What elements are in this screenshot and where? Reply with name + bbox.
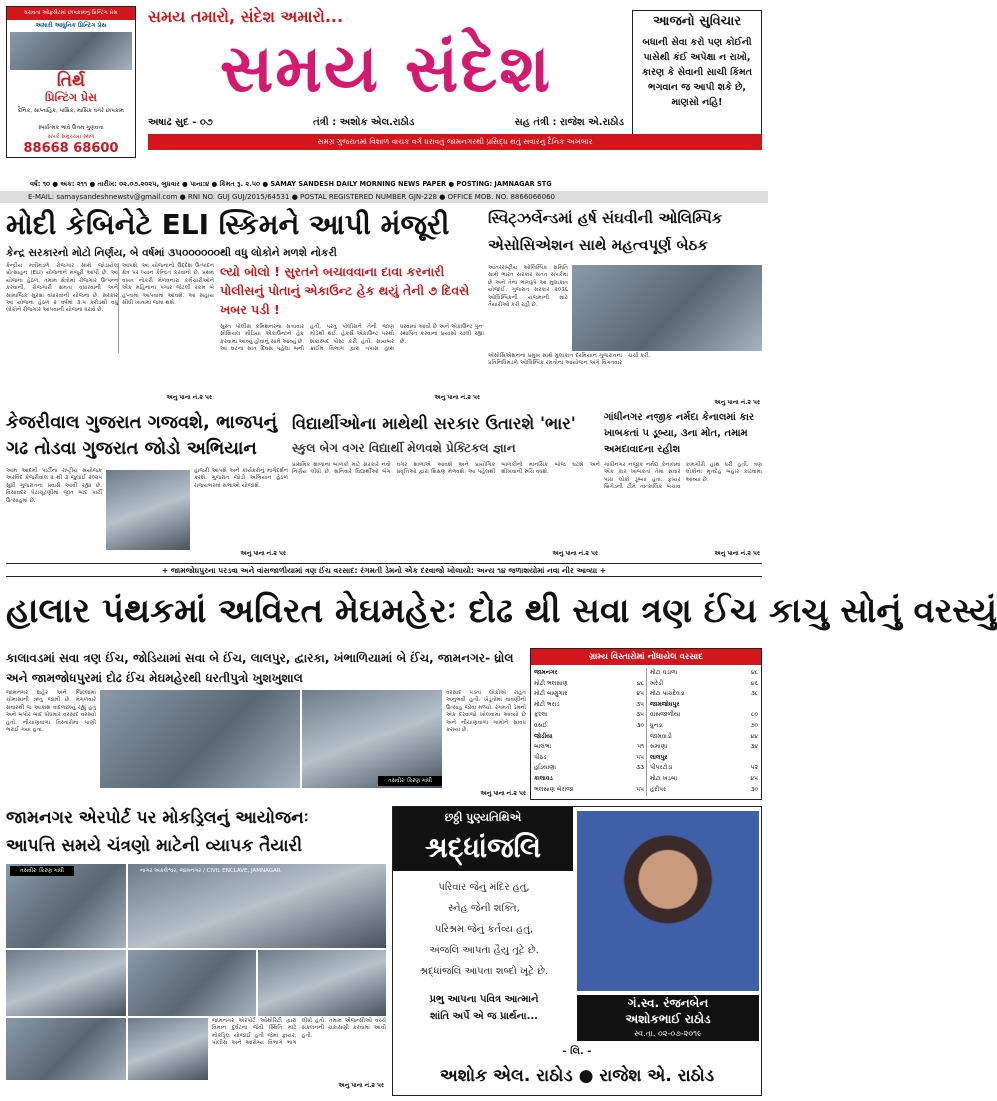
tribute-sign-label: - લિ. -	[562, 1046, 592, 1057]
students-headline: વિદ્યાર્થીઓના માથેથી સરકાર ઉતારશે 'ભાર'	[292, 414, 576, 433]
swiss-story	[488, 205, 762, 410]
ad-phone: 88668 68600	[23, 141, 119, 156]
table-row: પીપરટોડા ૫૨	[650, 764, 758, 772]
kejri-body: આમ આદમી પાર્ટીના રાષ્ટ્રીય સંયોજક અરવિંદ કેજરીવાલ ૨ થી ૩ જુલાઈ ૨૦૨૫ સુધી ગુજરાતના પ્રવાસે આવી રહ્યા છે. વિસાવદર પેટાચૂંટણીમાં જીત બાદ પાર્ટી ઉત્સાહમાં છે.	[6, 468, 102, 504]
office-mobile: ● OFFICE MOB. NO. 8866066060	[439, 193, 555, 201]
mockdrill-photo-4	[128, 950, 256, 1016]
tribute-box	[392, 806, 762, 1096]
tribute-name2: અશોકભાઈ રાઠોડ	[625, 1012, 711, 1026]
ad-contact-label: સંપર્ક સમુચ્ચય સ્થળ	[47, 134, 95, 140]
eli-body2: આપશે. આ યોજનાનો ઉદ્દેશ ઉત્પાદન ક્ષેત્ર પર ધ્યાન કેન્દ્રિત કરવાનો છે. પ્રથમ વખત નોકરી મેળવનારા કર્મચારીઓને એક મહિનાના પગાર જેટલી રકમ બે હપ્તામાં આપવામાં આવશે. આ સહાય સીધી ખાતામાં જમા થશે.	[122, 263, 214, 307]
table-row: ભલસાણ બેરાજા ૫૫	[534, 785, 644, 793]
mockdrill-headline-1: જામનગર એરપોર્ટ પર મોકડ્રિલનું આયોજનઃ	[6, 808, 309, 828]
table-row: હરીપર ૩૦	[650, 785, 758, 793]
tagline-bar: સમગ્ર ગુજરાતમાં વિશાળ વાચક વર્ગ ધરાવતું જામનગરથી પ્રસિદ્ધ થતું સવારનું દૈનિક અખબાર	[148, 134, 762, 150]
mockdrill-photo-5	[258, 950, 386, 1016]
table-row: મોટી ભરાડ ૩૫	[534, 700, 644, 708]
ad-name2: પ્રિન્ટિંગ પ્રેસ	[45, 91, 97, 104]
kejri-story	[6, 410, 288, 560]
newspaper-title: સમય સંદેશ	[219, 30, 553, 107]
mockdrill-photo-6	[6, 1018, 126, 1080]
mockdrill-photo-2	[128, 864, 386, 948]
surat-body: સુરત પોલીસ કમિશનરના સત્તાવાર સોશિયલ મીડિયા એકાઉન્ટને હેક કરવામાં આવ્યું હોવાનું સામે આવ્યું છે. આ ઘટના સાત દિવસ પહેલા બની હતી, પરંતુ પોલીસને તેની જાણ મોડેથી થઈ. હેકર્સે એકાઉન્ટ પરથી શંકાસ્પદ પોસ્ટ કરી હતી. સાયબર ક્રાઈમ વિભાગ દ્વારા તપાસ હાથ ધરવામાં આવી છે અને એકાઉન્ટ પુનઃ સ્થાપિત કરવાના પ્રયાસો ચાલી રહ્યા છે.	[220, 324, 484, 353]
eli-continued: અનુ પાના નં.૨ પર	[166, 394, 212, 401]
table-row: સમાણા ૩૪	[650, 743, 758, 751]
surat-story	[220, 262, 484, 405]
slogan: સમય તમારો, સંદેશ અમારો...	[148, 7, 344, 26]
table-row: ફલ્લા ૩૫	[534, 711, 644, 719]
poem-line: અંજલિ આપતા હૈયુ તૂટે છે.	[429, 945, 539, 956]
mockdrill-sign: નાગર અંકલેશ્વર, જામનગર / CIVIL ENCLAVE, JAMNAGAR	[140, 868, 281, 874]
students-body: પ્રાથમિક શાળાના બાળકો માટે સરકારે નવો નિર્ણય લીધો છે. શનિવારે વિદ્યાર્થીઓ બેગ વગર શાળાએ આવશે અને પ્રાયોગિક પ્રવૃત્તિઓ દ્વારા શિક્ષણ મેળવશે. આ પહેલથી બાળકોનો માનસિક બોજ ઘટશે અને શીખવાની રુચિ વધશે.	[292, 462, 600, 476]
rain-table-col2	[650, 668, 758, 798]
table-row: મોટી ભલસાણ ૪૮	[534, 679, 644, 687]
students-continued: અનુ પાના નં.૨ પર	[552, 550, 598, 557]
rain-body: જામનગર શહેર અને જિલ્લામાં ચોમાસાની ઋતુ જામી છે. મંગળવારે સવારથી જ આકાશ વાદળછાયું રહ્યું હતું અને બપોર બાદ ધોધમાર વરસાદ વરસ્યો હતો. નીચાણવાળા વિસ્તારોમાં પાણી ભરાઈ ગયા હતા.	[6, 690, 96, 734]
tribute-portrait	[577, 811, 759, 991]
students-subhead: સ્કુલ બેગ વગર વિદ્યાર્થી મેળવશે પ્રેક્ટિકલ જ્ઞાન	[292, 441, 516, 455]
canal-continued: અનુ પાના નં.૨ પર	[714, 550, 760, 557]
table-row: વાંસજાળીયા ૮૦	[650, 711, 758, 719]
poem-line: સ્નેહ જેની શક્તિ,	[448, 903, 520, 914]
rain-headline: હાલાર પંથકમાં અવિરત મેઘમહેરઃ દોઢ થી સવા ત્રણ ઈંચ કાચુ સોનું વરસ્યું	[6, 591, 997, 631]
paper-info: ● SAMAY SANDESH DAILY MORNING NEWS PAPER ● POSTING: JAMNAGAR STG	[262, 180, 552, 188]
table-row: જામવાડી ૪૪	[650, 732, 758, 740]
eli-subhead: કેન્દ્ર સરકારનો મોટો નિર્ણય, બે વર્ષમાં ૩૫૦૦૦૦૦૦થી વધુ લોકોને મળશે નોકરી	[6, 247, 337, 259]
surat-continued: અનુ પાના નં.૨ પર	[434, 394, 480, 401]
rain-table-col1	[534, 668, 644, 798]
poem-line: પરિવાર જેનું મંદિર હતું,	[438, 882, 530, 893]
rain-body2: વરસાદ પડતાં લોકોએ રાહત અનુભવી હતી. ખેડૂતોમાં વાવણીનો ઉત્સાહ જોવા મળ્યો. રંગમતી ડેમનો એક દરવાજો ખોલવામાં આવ્યો છે અને નીચાણવાળા ગામોને સાવધ કરાયા છે.	[446, 690, 526, 734]
swiss-body: આંતરરાષ્ટ્રીય ઓલિમ્પિક સમિતિ સાથે ભારત સરકાર સતત સંપર્કમાં છે અને તેના ભાગરૂપે આ મુલાકાત યોજાઈ. ગુજરાત સરકાર ૨૦૩૬ ઓલિમ્પિકની યજમાની માટે તૈયારીઓ કરી રહી છે.	[488, 265, 568, 309]
canal-body: ગાંધીનગર નજીક નર્મદા કેનાલમાં એક કાર ખાબકતાં તેમાં સવાર પાંચ લોકો ડૂબ્યા હતા. ફાયર બ્રિગેડની ટીમે તાત્કાલિક બચાવ કામગીરી હાથ ધરી હતી. ત્રણ લોકોના મૃતદેહ બહાર કાઢવામાં આવ્યા છે.	[604, 462, 762, 491]
table-row: લાલપુર	[650, 753, 668, 761]
kejri-continued: અનુ પાના નં.૨ પર	[240, 550, 286, 557]
quote-title: આજનો સુવિચાર	[652, 14, 742, 29]
table-row: જામજોધપુર	[650, 700, 680, 708]
table-row: વસઈ ૩૦	[534, 721, 644, 729]
mockdrill-photo-3	[6, 950, 126, 1016]
mockdrill-headline-2: આપત્તિ સમયે ચંત્રણો માટેની વ્યાપક તૈયારી	[6, 836, 303, 856]
table-row: જોડીયા	[534, 732, 553, 740]
rain-table-divider	[646, 668, 647, 796]
ad-top-line: ધરાવતા ઓફસેટમાં છાપકામનું પ્રિન્ટિંગ પ્રેસ	[7, 7, 135, 20]
swiss-headline: સ્વિટ્ઝર્લેન્ડમાં હર્ષ સંઘવીની ઓલિમ્પિક એસોસિએશન સાથે મહત્વપૂર્ણ બેઠક	[488, 209, 723, 254]
kejri-headline-1: કેજરીવાલ ગુજરાત ગજવશે, ભાજપનું	[6, 412, 278, 433]
rain-photo-2	[302, 690, 442, 788]
poem-line: પરિશ્રમ જેનું કર્તવ્ય હતું,	[434, 924, 534, 935]
date-line: અષાઢ સુદ - ૦૭	[148, 117, 213, 128]
postal-number: ● POSTAL REGISTERED NUMBER GJN-228	[291, 193, 438, 201]
eli-headline: મોદી કેબિનેટે ELI સ્કિમને આપી મંજૂરી	[6, 208, 450, 241]
tribute-prayer	[397, 991, 571, 1025]
students-story	[292, 410, 600, 560]
tribute-line1: છઠ્ઠી પુણ્યતિથિએ	[444, 811, 522, 824]
table-row: પીઠડ ૫૫	[534, 753, 644, 761]
canal-story	[604, 410, 762, 560]
mockdrill-body: જામનગર એરપોર્ટ ઓથોરિટી દ્વારા વિમાન દુર્ઘટના જેવી સ્થિતિ માટે મોકડ્રિલ યોજાઈ હતી જેમાં ફાયર, પોલીસ અને આરોગ્ય વિભાગે ભાગ લીધો હતો. તમામ એજન્સીઓ વચ્ચે સંકલનની ચકાસણી કરવામાં આવી હતી.	[212, 1018, 386, 1047]
ad-name: તિર્થ	[56, 71, 86, 91]
registration-bar	[0, 191, 768, 203]
eli-body: કેન્દ્રીય મંત્રીમંડળે રોજગાર સાથે જોડાયેલ પ્રોત્સાહન (ELI) યોજનાને મંજૂરી આપી છે. આ યોજના હેઠળ, તમામ ક્ષેત્રોમાં રોજગાર ઉત્પન્ન કરવાની, રોજગારી ક્ષમતા વધારવાની અને સામાજિક સુરક્ષા વધારવાની યોજના છે. સરકાર આ યોજના હેઠળ ૨ વર્ષમાં ૩.૫ કરોડથી વધુ લોકોને રોજગાર આપવાની યોજના ધરાવે છે.	[6, 263, 118, 314]
prayer-line: શાંતિ અર્પે એ જ પ્રાર્થના...	[430, 1011, 538, 1022]
tribute-title: શ્રદ્ધાંજલિ	[424, 831, 542, 864]
tribute-signers: અશોક એલ. રાઠોડ ● રાજેશ એ. રાઠોડ	[439, 1066, 715, 1086]
swiss-continued: અનુ પાના નં.૨ પર	[714, 399, 760, 406]
ad-sub-line: અમારી આધુનિક પ્રિન્ટિંગ પ્રેસ	[35, 22, 107, 29]
tribute-poem	[397, 877, 571, 987]
table-row: હડિયાણા ૩૩	[534, 764, 644, 772]
info-bar	[0, 178, 768, 190]
table-row: મોટી બાણુગાર ૪૫	[534, 690, 644, 698]
mockdrill-story	[6, 804, 386, 1096]
quote-text: બધાની સેવા કરો પણ કોઈની પાસેથી કંઈ અપેક્ષા ન રાખો, કારણ કે સેવાની સાચી કિંમત ભગવાન જ આપી શકે છે, માણસો નહિ!	[641, 37, 753, 108]
eli-divider	[118, 263, 119, 353]
table-row: મોટા પાંચદેવડા ૩૮	[650, 690, 758, 698]
rain-photo-1	[100, 690, 300, 788]
table-row: ધુનડા ૭૦	[650, 721, 758, 729]
editor-line: તંત્રી : અશોક એલ.રાઠોડ	[313, 117, 415, 128]
tribute-date: સ્વ.તા. ૦૨-૦૭-૨૦૧૯	[634, 1029, 702, 1038]
table-row: કાલાવડ	[534, 774, 553, 782]
coeditor-line: સહ તંત્રી : રાજેશ એ.રાઠોડ	[514, 117, 624, 128]
ad-services: દૈનિક, સાપ્તાહિક, પાક્ષિક, માસિક વગેરે છાપકામ	[18, 108, 124, 114]
table-row: ખરેડી ૪૬	[650, 679, 758, 687]
rain-strap: + જામજોધપુરના પરડવા અને વાંસજાળીયામાં ત્રણ ઈંચ વરસાદ: રંગમતી ડેમનો એક દરવાજો ખોલાયો: અન્ય ૧૪ જળાશયોમાં નવા નીર આવ્યા +	[6, 563, 762, 577]
ad-sub2: સ્પર્ધાત્મક ભાવે ઉત્તમ ગુણવત્તા	[38, 125, 104, 131]
rain-subhead: કાલાવડમાં સવા ત્રણ ઈંચ, જોડિયામાં સવા બે ઈંચ, લાલપુર, દ્વારકા, ખંભાળિયામાં બે ઈંચ, જામનગર- ધ્રોલ અને જામજોધપુરમાં દોઢ ઈંચ મેઘમહેરથી ધરતીપુત્રો ખુશખુશાલ	[6, 651, 514, 685]
rain-table-title: ગ્રામ્ય વિસ્તારોમાં નોંધાયેલ વરસાદ	[531, 649, 761, 665]
mockdrill-photo-credit: તસવીરઃ કિરણ ગાંધી	[10, 866, 74, 876]
canal-headline: ગાંધીનગર નજીક નર્મદા કેનાલમાં કાર ખાબકતાં ૫ ડૂબ્યા, ૩ના મોત, તમામ અમદાવાદના રહીશ	[604, 412, 755, 455]
issue-info: વર્ષ: ૧૦ ● અંક: ૨૧૧ ● તારીખ: ૦૨.૦૭.૨૦૨૫, બુધવાર ● પાના:૪ ● કિંમત રૂ. ૨.૫૦	[30, 180, 261, 188]
quote-box	[632, 10, 762, 140]
kejri-photo	[106, 470, 190, 550]
tribute-name1: ગં.સ્વ. રંજનબેન	[627, 996, 709, 1010]
kejri-headline-2: ગઢ તોડવા ગુજરાત જોડો અભિયાન	[6, 438, 257, 459]
editor-bar	[148, 114, 624, 132]
printing-press-ad	[6, 6, 136, 158]
press-machine-image	[10, 32, 132, 70]
mockdrill-photo-1	[6, 864, 126, 948]
mockdrill-photo-7	[128, 1018, 208, 1080]
kejri-body2: હાજરી આપશે અને કાર્યકરોનું માર્ગદર્શન કરશે. ગુજરાત જોડો અભિયાન હેઠળ રાજ્યભરમાં સભાઓ યોજાશે.	[194, 468, 288, 489]
rni-number: ● RNI NO. GUJ GUJ/2015/64531	[179, 193, 290, 201]
email: E-MAIL: samaysandeshnewstv@gmail.com	[28, 193, 178, 201]
table-row: મોટા વડાળા ૪૮	[650, 669, 758, 676]
rain-table	[530, 648, 762, 800]
masthead	[0, 0, 768, 175]
swiss-caption: એસોસિએશનના પ્રમુખ સાથે મુલાકાત દરમિયાન ગુજરાતના પ્રતિનિધિમંડળે ઓલિમ્પિક રમતોના આયોજન અંગે વિગતવાર ચર્ચા કરી.	[488, 353, 651, 367]
rain-photo-credit: તસવીરઃ કિરણ ગાંધી	[378, 776, 442, 786]
poem-line: શ્રદ્ધાંજલિ આપતા શબ્દો ખૂટે છે.	[419, 966, 549, 977]
table-row: મોટા ખડબા ૪૫	[650, 774, 758, 782]
table-row: જામનગર	[534, 669, 558, 676]
surat-headline: લ્યો બોલો ! સુરતને બચાવવાના દાવા કરનારી પોલીસનું પોતાનું એકાઉન્ટ હેક થયું તેની ૭ દિવસે ખબર પડી !	[220, 264, 470, 317]
mockdrill-continued: અનુ પાના નં.૨ પર	[338, 1082, 384, 1089]
prayer-line: પ્રભુ આપના પવિત્ર આત્માને	[429, 994, 539, 1005]
table-row: બાલંભા ૫૧	[534, 743, 644, 751]
rain-continued: અનુ પાના નં.૨ પર	[480, 790, 526, 797]
swiss-meeting-photo	[572, 265, 762, 351]
